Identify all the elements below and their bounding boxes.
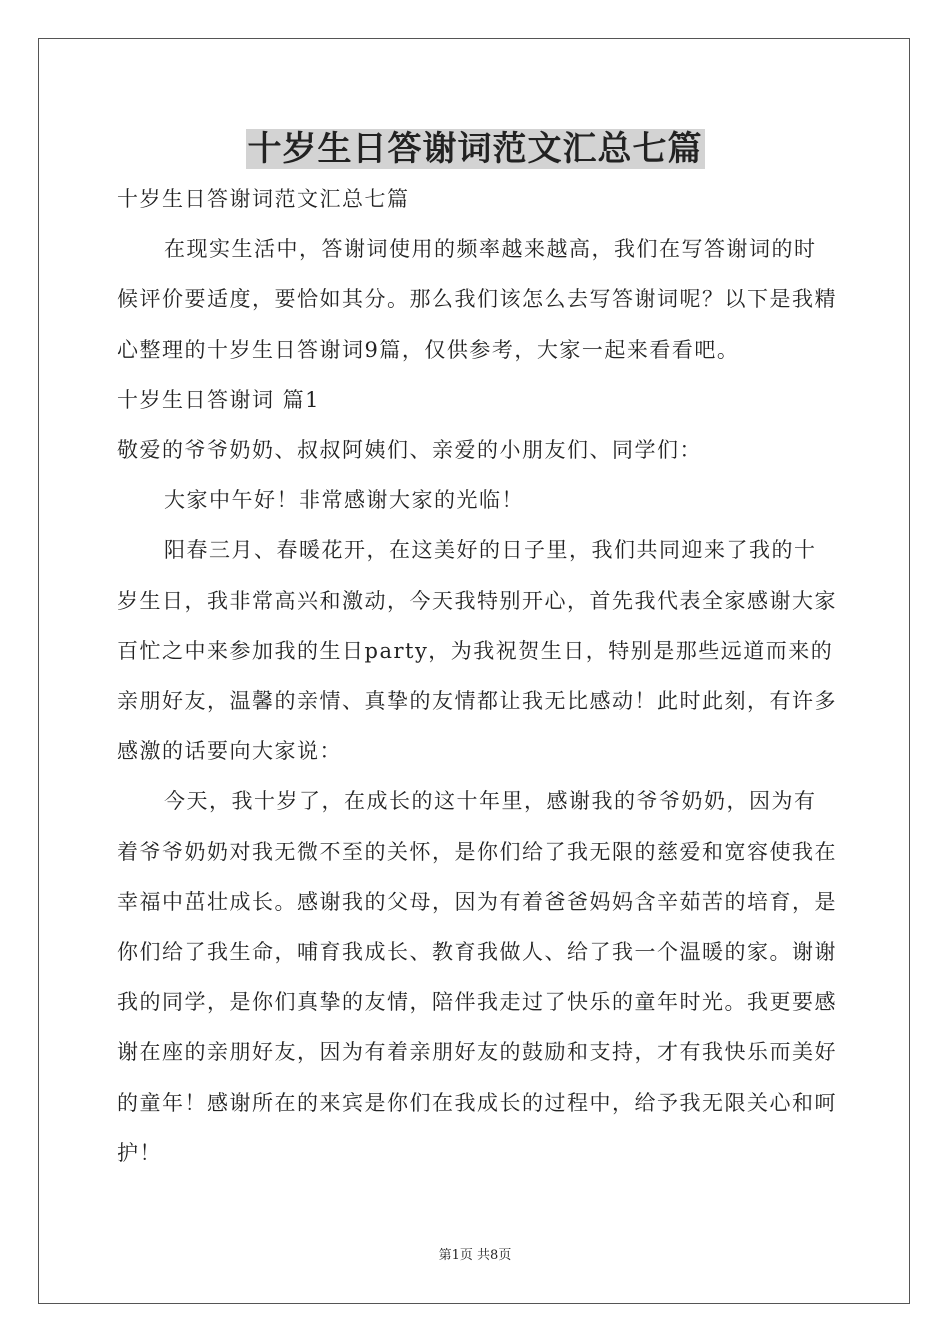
paragraph-greeting: 大家中午好！非常感谢大家的光临！ — [164, 488, 524, 513]
paragraph-salutation: 敬爱的爷爷奶奶、叔叔阿姨们、亲爱的小朋友们、同学们： — [117, 438, 702, 463]
paragraph-subtitle: 十岁生日答谢词范文汇总七篇 — [117, 187, 410, 211]
document-body — [117, 174, 837, 1178]
paragraph-body-1: 阳春三月、春暖花开，在这美好的日子里，我们共同迎来了我的十岁生日，我非常高兴和激动，今天我特别开心，首先我代表全家感谢大家百忙之中来参加我的生日party，为我祝贺生日，特别是那些远道而来的亲朋好友，温馨的亲情、真挚的友情都让我无比感动！此时此刻，有许多感激的话要向大家说： — [117, 538, 837, 764]
paragraph-body-2: 今天，我十岁了，在成长的这十年里，感谢我的爷爷奶奶，因为有着爷爷奶奶对我无微不至的关怀，是你们给了我无限的慈爱和宽容使我在幸福中茁壮成长。感谢我的父母，因为有着爸爸妈妈含辛茹苦的培育，是你们给了我生命，哺育我成长、教育我做人、给了我一个温暖的家。谢谢我的同学，是你们真挚的友情，陪伴我走过了快乐的童年时光。我更要感谢在座的亲朋好友，因为有着亲朋好友的鼓励和支持，才有我快乐而美好的童年！感谢所在的来宾是你们在我成长的过程中，给予我无限关心和呵护！ — [117, 789, 837, 1165]
document-title-text: 十岁生日答谢词范文汇总七篇 — [247, 129, 703, 169]
paragraph-section-heading: 十岁生日答谢词 篇1 — [117, 387, 321, 412]
page-footer: 第1页 共8页 — [438, 1248, 512, 1263]
paragraph-intro: 在现实生活中，答谢词使用的频率越来越高，我们在写答谢词的时候评价要适度，要恰如其分。那么我们该怎么去写答谢词呢？以下是我精心整理的十岁生日答谢词9篇，仅供参考，大家一起来看看吧。 — [117, 237, 837, 362]
document-title — [0, 124, 950, 174]
